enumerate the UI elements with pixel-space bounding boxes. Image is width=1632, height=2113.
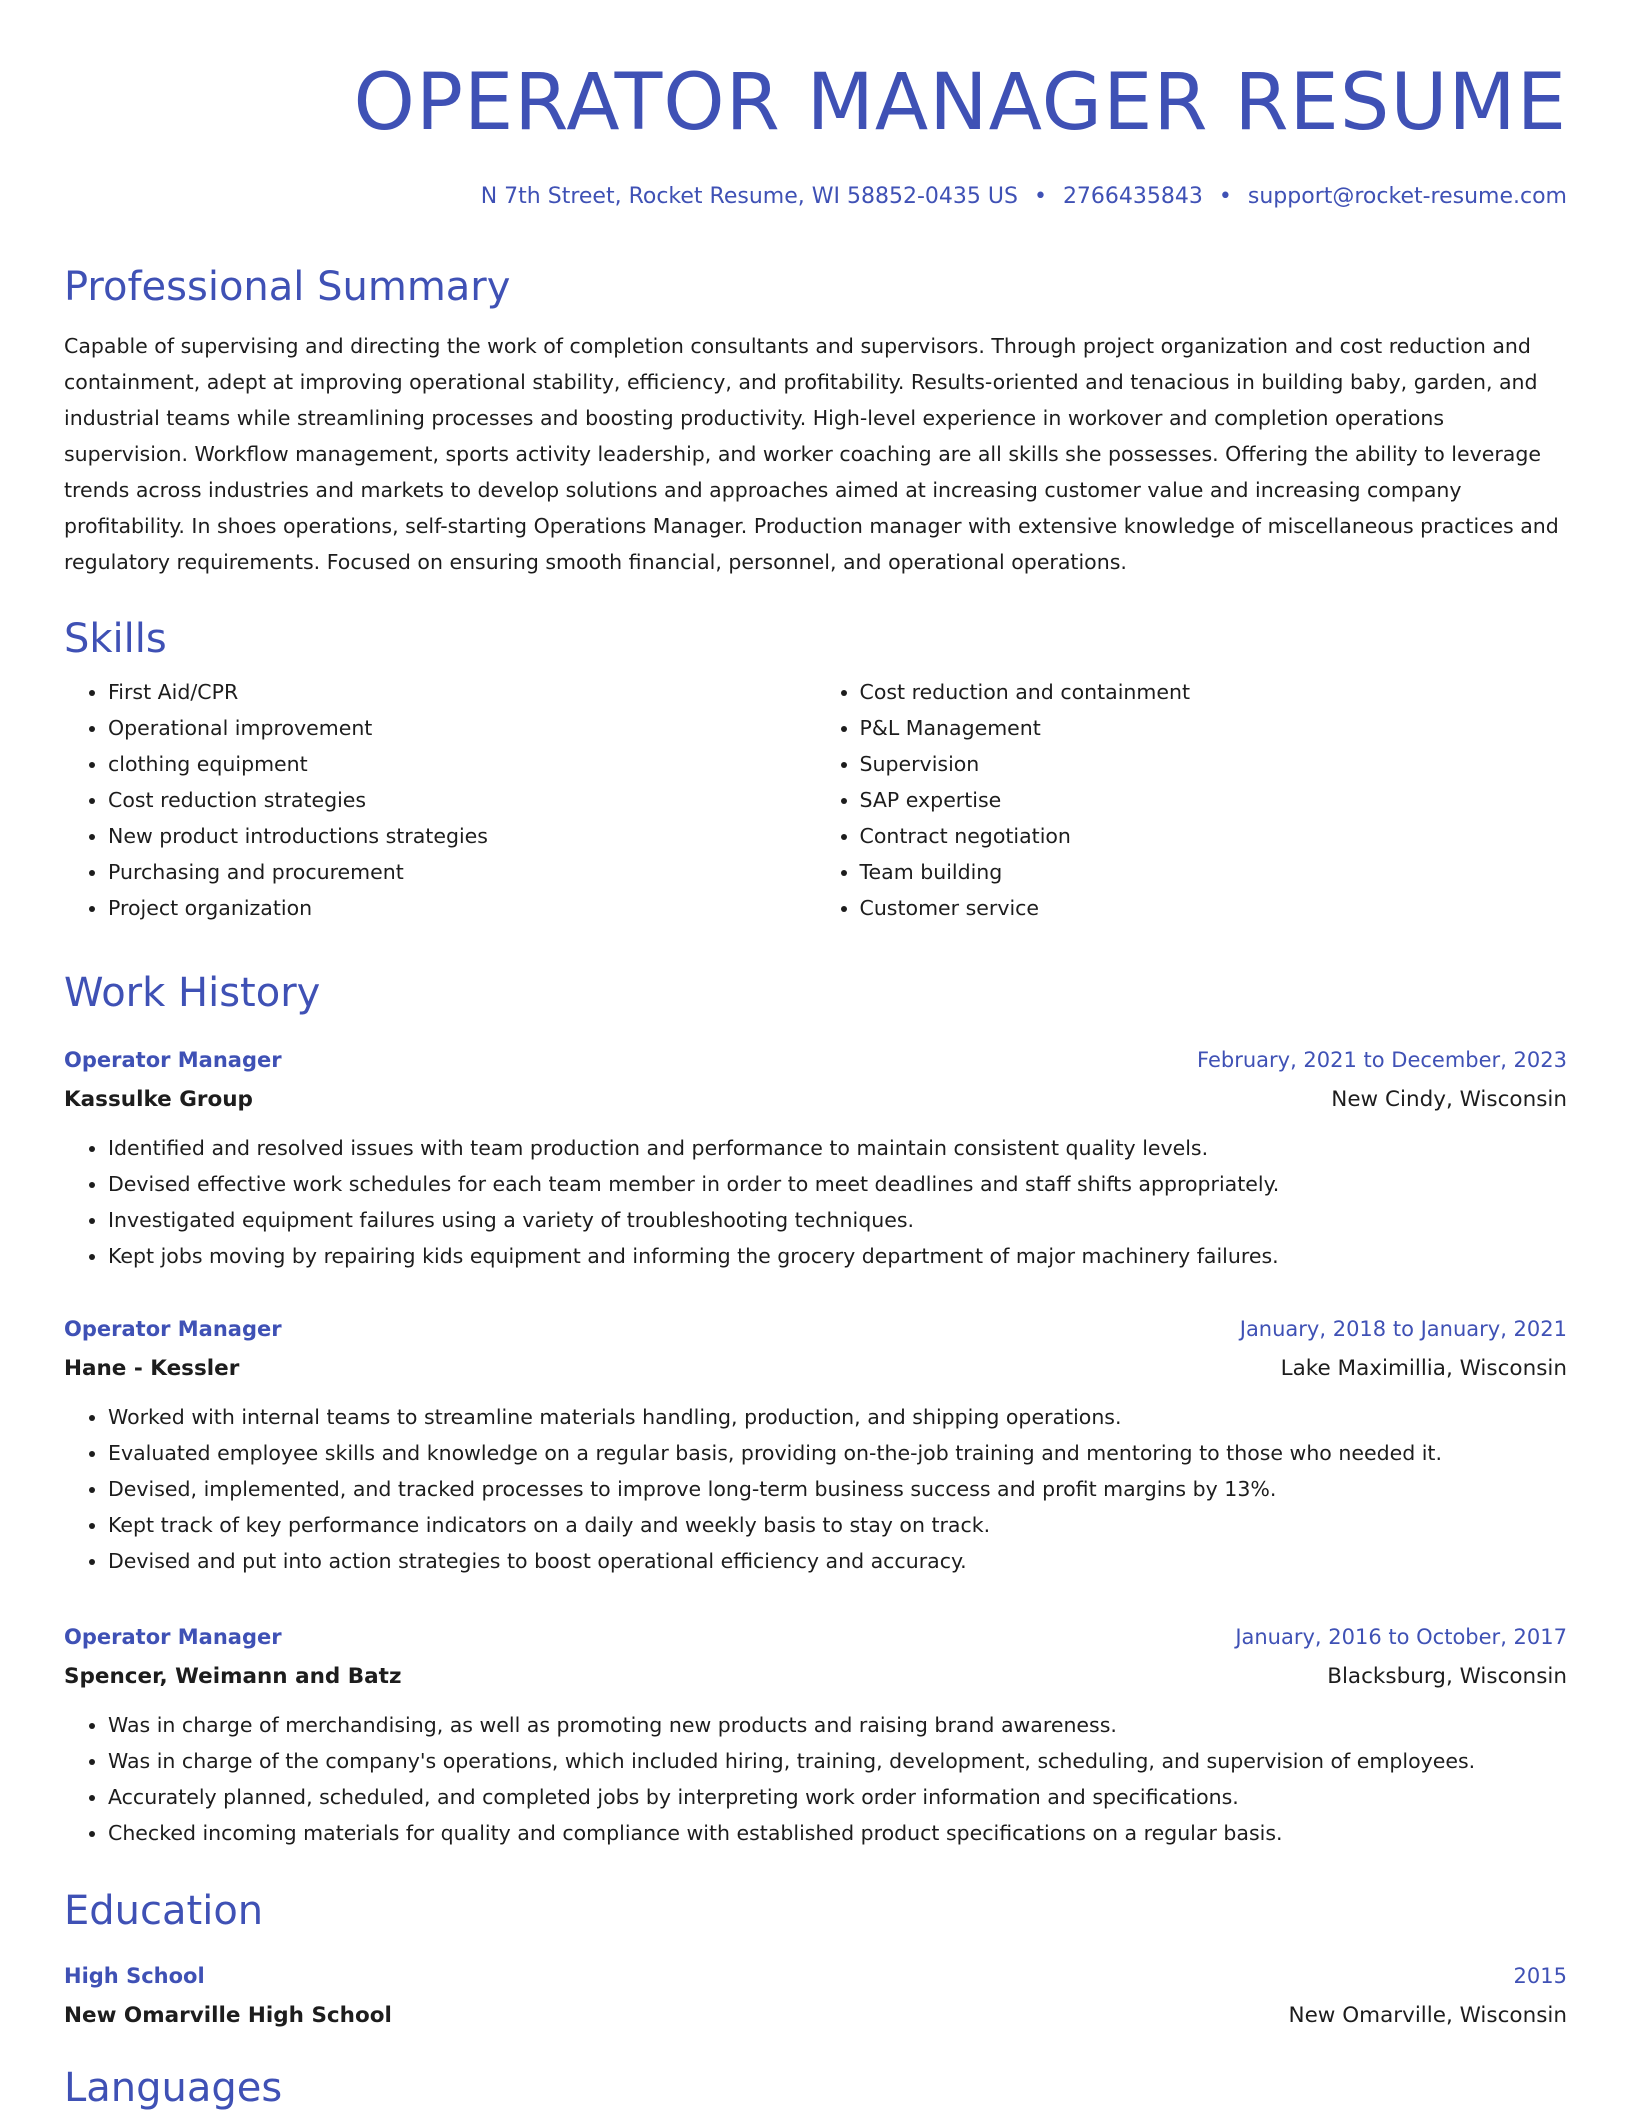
job-company: Spencer, Weimann and Batz [64, 1664, 402, 1689]
education-entry [64, 1956, 1567, 2036]
skill-item: • Cost reduction strategies [108, 782, 816, 818]
job-entry [64, 1040, 1567, 1274]
job-location: New Cindy, Wisconsin [1331, 1087, 1567, 1112]
skill-item: • Cost reduction and containment [860, 674, 1568, 710]
skill-item: • P&L Management [860, 710, 1568, 746]
job-bullet: • Devised effective work schedules for each team member in order to meet deadlines and staff shifts appropriately. [108, 1166, 1567, 1202]
job-bullet: • Devised, implemented, and tracked processes to improve long-term business success and profit margins by 13%. [108, 1471, 1567, 1507]
job-bullets [64, 1399, 1567, 1579]
education-school: New Omarville High School [64, 2003, 392, 2028]
job-header [64, 1617, 1567, 1657]
languages-heading: Languages [64, 2065, 283, 2111]
contact-line [64, 182, 1567, 212]
job-entry [64, 1309, 1567, 1579]
job-subheader [64, 1349, 1567, 1389]
contact-email[interactable]: support@rocket-resume.com [1247, 184, 1567, 209]
skill-item: • Project organization [108, 890, 816, 926]
job-title: Operator Manager [64, 1625, 282, 1649]
education-heading: Education [64, 1888, 264, 1934]
work-history-section [64, 968, 1567, 1018]
job-bullet: • Investigated equipment failures using a variety of troubleshooting techniques. [108, 1202, 1567, 1238]
resume-header [64, 0, 1567, 212]
job-subheader [64, 1080, 1567, 1120]
job-location: Lake Maximillia, Wisconsin [1280, 1356, 1567, 1381]
contact-address: N 7th Street, Rocket Resume, WI 58852-0435 US [480, 184, 1018, 209]
job-bullet: • Kept jobs moving by repairing kids equipment and informing the grocery department of major machinery failures. [108, 1238, 1567, 1274]
education-location: New Omarville, Wisconsin [1288, 2003, 1567, 2028]
job-location: Blacksburg, Wisconsin [1327, 1664, 1567, 1689]
job-company: Kassulke Group [64, 1087, 253, 1112]
job-company: Hane - Kessler [64, 1356, 240, 1381]
skill-item: • Purchasing and procurement [108, 854, 816, 890]
job-dates: January, 2018 to January, 2021 [1239, 1317, 1567, 1341]
summary-text: Capable of supervising and directing the work of completion consultants and supervisors. Through project organization and cost reduction and containment, adept at improving operational stability, efficiency, and profitability. Results-oriented and tenacious in building baby, garden, and industrial teams while streamlining processes and boosting productivity. High-level experience in workover and completion operations supervision. Workflow management, sports activity leadership, and worker coaching are all skills she possesses. Offering the ability to leverage trends across industries and markets to develop solutions and approaches aimed at increasing customer value and increasing company profitability. In shoes operations, self-starting Operations Manager. Production manager with extensive knowledge of miscellaneous practices and regulatory requirements. Focused on ensuring smooth financial, personnel, and operational operations. [64, 334, 1559, 574]
summary-section [64, 262, 1567, 580]
contact-separator: • [1033, 184, 1047, 209]
contact-separator: • [1218, 184, 1232, 209]
skills-grid [64, 674, 1567, 926]
skill-item: • Supervision [860, 746, 1568, 782]
job-bullet: • Was in charge of merchandising, as well as promoting new products and raising brand awareness. [108, 1707, 1567, 1743]
skill-item: • Contract negotiation [860, 818, 1568, 854]
work-history-heading: Work History [64, 970, 321, 1016]
job-bullet: • Worked with internal teams to streamline materials handling, production, and shipping operations. [108, 1399, 1567, 1435]
resume-title: OPERATOR MANAGER RESUME [353, 58, 1567, 148]
skill-item: • New product introductions strategies [108, 818, 816, 854]
skill-item: • clothing equipment [108, 746, 816, 782]
job-dates: January, 2016 to October, 2017 [1235, 1625, 1567, 1649]
job-entry [64, 1617, 1567, 1851]
education-header [64, 1956, 1567, 1996]
job-bullet: • Identified and resolved issues with team production and performance to maintain consistent quality levels. [108, 1130, 1567, 1166]
job-bullets [64, 1130, 1567, 1274]
job-header [64, 1040, 1567, 1080]
skill-item: • Operational improvement [108, 710, 816, 746]
education-degree: High School [64, 1964, 205, 1988]
job-bullet: • Accurately planned, scheduled, and completed jobs by interpreting work order information and specifications. [108, 1779, 1567, 1815]
education-section [64, 1886, 1567, 1936]
languages-section [64, 2063, 1567, 2113]
job-bullet: • Devised and put into action strategies to boost operational efficiency and accuracy. [108, 1543, 1567, 1579]
education-subheader [64, 1996, 1567, 2036]
skills-list-right [816, 674, 1568, 926]
job-bullet: • Was in charge of the company's operations, which included hiring, training, development, scheduling, and supervision of employees. [108, 1743, 1567, 1779]
skills-list-left [64, 674, 816, 926]
contact-phone: 2766435843 [1062, 184, 1203, 209]
summary-heading: Professional Summary [64, 264, 511, 310]
skill-item: • Team building [860, 854, 1568, 890]
job-bullet: • Evaluated employee skills and knowledge on a regular basis, providing on-the-job training and mentoring to those who needed it. [108, 1435, 1567, 1471]
job-bullet: • Checked incoming materials for quality and compliance with established product specifications on a regular basis. [108, 1815, 1567, 1851]
job-header [64, 1309, 1567, 1349]
job-title: Operator Manager [64, 1317, 282, 1341]
job-bullet: • Kept track of key performance indicators on a daily and weekly basis to stay on track. [108, 1507, 1567, 1543]
skill-item: • First Aid/CPR [108, 674, 816, 710]
job-bullets [64, 1707, 1567, 1851]
education-year: 2015 [1513, 1964, 1567, 1988]
job-subheader [64, 1657, 1567, 1697]
skills-section [64, 614, 1567, 926]
job-title: Operator Manager [64, 1048, 282, 1072]
job-dates: February, 2021 to December, 2023 [1197, 1048, 1567, 1072]
skill-item: • Customer service [860, 890, 1568, 926]
skills-heading: Skills [64, 616, 167, 662]
skill-item: • SAP expertise [860, 782, 1568, 818]
